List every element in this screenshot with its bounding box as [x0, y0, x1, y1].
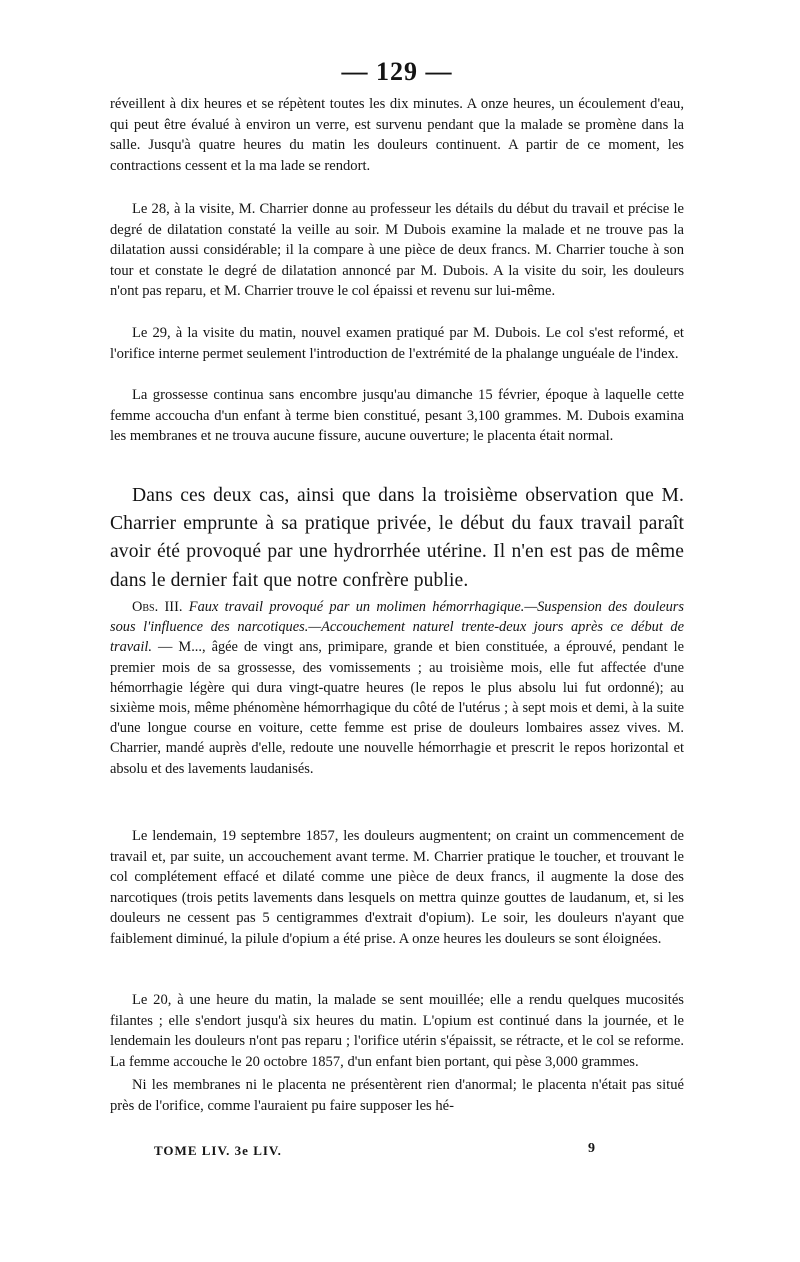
paragraph-4: La grossesse continua sans encombre jusqu'au dimanche 15 février, époque à laquelle cette femme accoucha d'un enfant à terme bien constitué, pesant 3,100 grammes. M. Dubois examina les membranes et ne trouva aucune fissure, aucune ouverture; le placenta était normal. — [110, 387, 684, 445]
signature-number: 9 — [588, 1141, 595, 1156]
paragraph-1: réveillent à dix heures et se répètent toutes les dix minutes. A onze heures, un écoulement d'eau, qui peut être évalué à environ un verre, est survenu pendant que la malade se promène dans la salle. Jusqu'à quatre heures du matin les douleurs continuent. A partir de ce moment, les contractions cessent et la ma lade se rendort. — [110, 96, 684, 174]
paragraph-3: Le 29, à la visite du matin, nouvel examen pratiqué par M. Dubois. Le col s'est reformé, et l'orifice interne permet seulement l'introduction de l'extrémité de la phalange unguéale de l'index. — [110, 325, 684, 362]
observation-paragraph — [110, 597, 684, 779]
signature-mark: TOME LIV. 3e LIV. — [154, 1143, 282, 1158]
commentary-paragraph: Dans ces deux cas, ainsi que dans la troisième observation que M. Charrier emprunte à sa pratique privée, le début du faux travail paraît avoir été provoqué par une hydrorrhée utérine. Il n'en est pas de même dans le dernier fait que notre confrère publie. — [110, 485, 684, 591]
page-number-header: — 129 — — [341, 57, 453, 86]
observation-body: — M..., âgée de vingt ans, primipare, grande et bien constituée, a éprouvé, pendant le premier mois de sa grossesse, des vomissements ; au troisième mois, elle fut affectée d'une hémorrhagie légère qui dura vingt-quatre heures (le repos le plus absolu lui fut ordonné); au sixième mois, même phénomène hémorrhagique du côté de l'utérus ; à sept mois et demi, à la suite d'une longue course en voiture, cette femme est prise de douleurs lombaires assez vives. M. Charrier, mandé auprès d'elle, redoute une nouvelle hémorrhagie et prescrit le repos horizontal et absolu et des lavements laudanisés. — [110, 639, 684, 777]
paragraph-6: Le lendemain, 19 septembre 1857, les douleurs augmentent; on craint un commencement de travail et, par suite, un accouchement avant terme. M. Charrier pratique le toucher, et trouvant le col complétement effacé et dilaté comme une pièce de deux francs, il augmente la dose des narcotiques (trois petits lavements dans lesquels on mettra quinze gouttes de laudanum, et, si les douleurs ne cessent pas 5 centigrammes d'extrait d'opium). Le soir, les douleurs n'ayant que faiblement diminué, la pilule d'opium a été prise. A onze heures les douleurs se sont éloignées. — [110, 828, 684, 947]
book-page — [110, 0, 684, 1262]
observation-label: Obs. III. — [132, 599, 183, 615]
observation-title: Faux travail provoqué par un molimen hémorrhagique.—Suspension des douleurs sous l'influence des narcotiques.—Accouchement naturel trente-deux jours après ce début de travail. — [110, 599, 685, 656]
paragraph-7: Le 20, à une heure du matin, la malade se sent mouillée; elle a rendu quelques mucosités filantes ; elle s'endort jusqu'à six heures du matin. L'opium est continué dans la journée, et le lendemain les douleurs n'ont pas reparu ; l'orifice utérin s'épaissit, se rétracte, et le col se reforme. La femme accouche le 20 octobre 1857, d'un enfant bien portant, qui pèse 3,000 grammes. — [110, 992, 684, 1070]
paragraph-2: Le 28, à la visite, M. Charrier donne au professeur les détails du début du travail et précise le degré de dilatation constaté la veille au soir. M Dubois examine la malade et ne trouve pas la dilatation aussi considérable; il la compare à une pièce de deux francs. M. Charrier touche à son tour et constate le degré de dilatation annoncé par M. Dubois. A la visite du soir, les douleurs n'ont pas reparu, et M. Charrier trouve le col épaissi et revenu sur lui-même. — [110, 201, 684, 300]
paragraph-8: Ni les membranes ni le placenta ne présentèrent rien d'anormal; le placenta n'était pas situé près de l'orifice, comme l'auraient pu faire supposer les hé- — [110, 1077, 684, 1114]
